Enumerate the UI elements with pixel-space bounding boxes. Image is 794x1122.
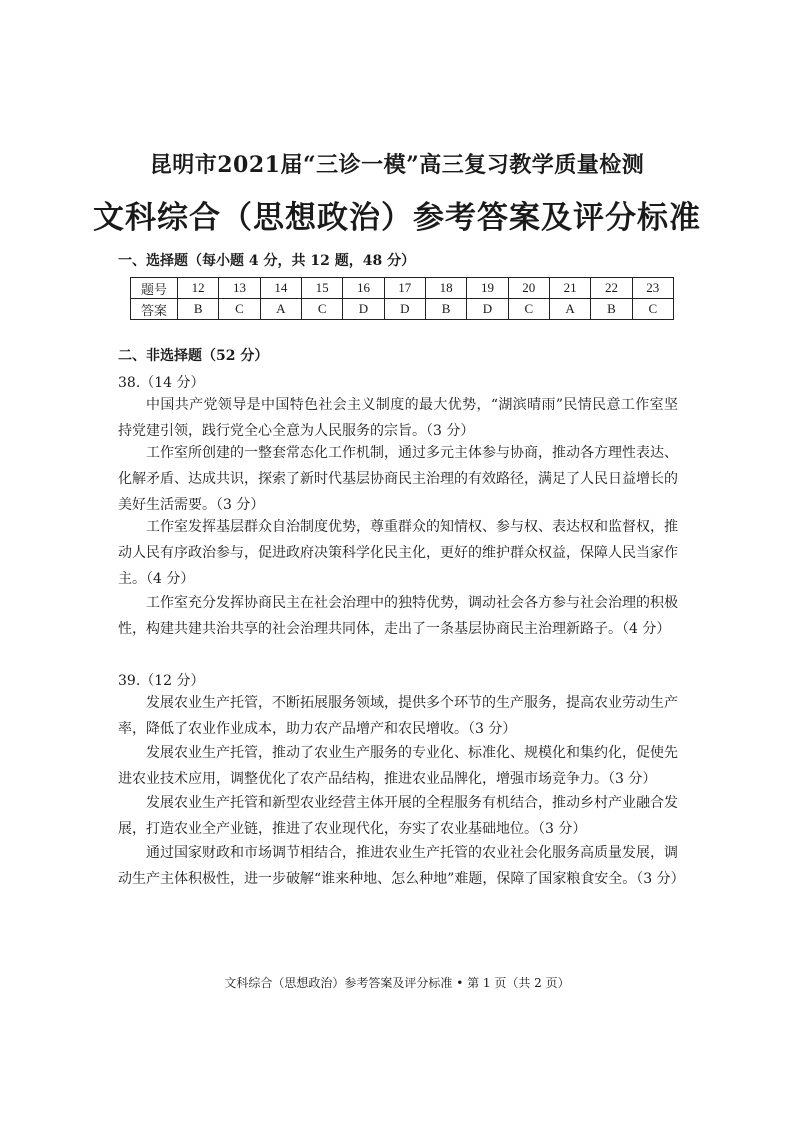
- answer-cell: B: [591, 299, 632, 320]
- answer-cell: D: [343, 299, 384, 320]
- q38-paragraph: 工作室发挥基层群众自治制度优势，尊重群众的知情权、参与权、表达权和监督权，推动人民有序政治参与，促进政府决策科学化民主化，更好的维护群众权益，保障人民当家作主。（4 分）: [118, 519, 678, 587]
- page-footer: 文科综合（思想政治）参考答案及评分标准 • 第 1 页（共 2 页）: [224, 976, 570, 990]
- question-39-label: 39.（12 分）: [118, 673, 205, 689]
- answer-cell: D: [467, 299, 508, 320]
- row-label-question: 题号: [131, 278, 178, 299]
- question-number: 18: [425, 278, 466, 299]
- question-number: 12: [178, 278, 219, 299]
- answer-cell: C: [632, 299, 673, 320]
- question-38-label: 38.（14 分）: [118, 375, 205, 391]
- question-number-row: [131, 278, 674, 299]
- answer-cell: C: [219, 299, 260, 320]
- section2-heading: 二、非选择题（52 分）: [118, 348, 269, 364]
- question-number: 14: [260, 278, 301, 299]
- row-label-answer: 答案: [131, 299, 178, 320]
- question-number: 22: [591, 278, 632, 299]
- q39-paragraph: 发展农业生产托管，不断拓展服务领域，提供多个环节的生产服务，提高农业劳动生产率，降低了农业作业成本，助力农产品增产和农民增收。（3 分）: [118, 695, 678, 737]
- q38-paragraph: 工作室所创建的一整套常态化工作机制，通过多元主体参与协商，推动各方理性表达、化解矛盾、达成共识，探索了新时代基层协商民主治理的有效路径，满足了人民日益增长的美好生活需要。（3 分）: [118, 445, 678, 513]
- question-number: 15: [301, 278, 342, 299]
- question-number: 23: [632, 278, 673, 299]
- exam-title: 昆明市2021届“三诊一模”高三复习教学质量检测: [149, 152, 645, 178]
- answer-cell: B: [178, 299, 219, 320]
- answer-row: [131, 299, 674, 320]
- question-number: 13: [219, 278, 260, 299]
- question-number: 19: [467, 278, 508, 299]
- q39-paragraph: 发展农业生产托管和新型农业经营主体开展的全程服务有机结合，推动乡村产业融合发展，打造农业全产业链，推进了农业现代化，夯实了农业基础地位。（3 分）: [118, 795, 678, 837]
- question-number: 16: [343, 278, 384, 299]
- q39-paragraph: 通过国家财政和市场调节相结合，推进农业生产托管的农业社会化服务高质量发展，调动生产主体积极性，进一步破解“谁来种地、怎么种地”难题，保障了国家粮食安全。（3 分）: [118, 845, 685, 887]
- document-title: 文科综合（思想政治）参考答案及评分标准: [93, 200, 701, 236]
- answer-cell: D: [384, 299, 425, 320]
- question-number: 21: [549, 278, 590, 299]
- answer-cell: C: [508, 299, 549, 320]
- q39-paragraph: 发展农业生产托管，推动了农业生产服务的专业化、标准化、规模化和集约化，促使先进农业技术应用，调整优化了农产品结构，推进农业品牌化，增强市场竞争力。（3 分）: [118, 745, 678, 787]
- answer-cell: B: [425, 299, 466, 320]
- q38-paragraph: 中国共产党领导是中国特色社会主义制度的最大优势，“湖滨晴雨”民情民意工作室坚持党建引领，践行党全心全意为人民服务的宗旨。（3 分）: [118, 397, 678, 439]
- answer-cell: A: [549, 299, 590, 320]
- section1-heading: 一、选择题（每小题 4 分，共 12 题，48 分）: [118, 253, 416, 269]
- question-number: 20: [508, 278, 549, 299]
- q38-paragraph: 工作室充分发挥协商民主在社会治理中的独特优势，调动社会各方参与社会治理的积极性，构建共建共治共享的社会治理共同体，走出了一条基层协商民主治理新路子。（4 分）: [118, 595, 678, 637]
- answer-cell: C: [301, 299, 342, 320]
- answer-cell: A: [260, 299, 301, 320]
- answer-table: [130, 277, 674, 320]
- question-number: 17: [384, 278, 425, 299]
